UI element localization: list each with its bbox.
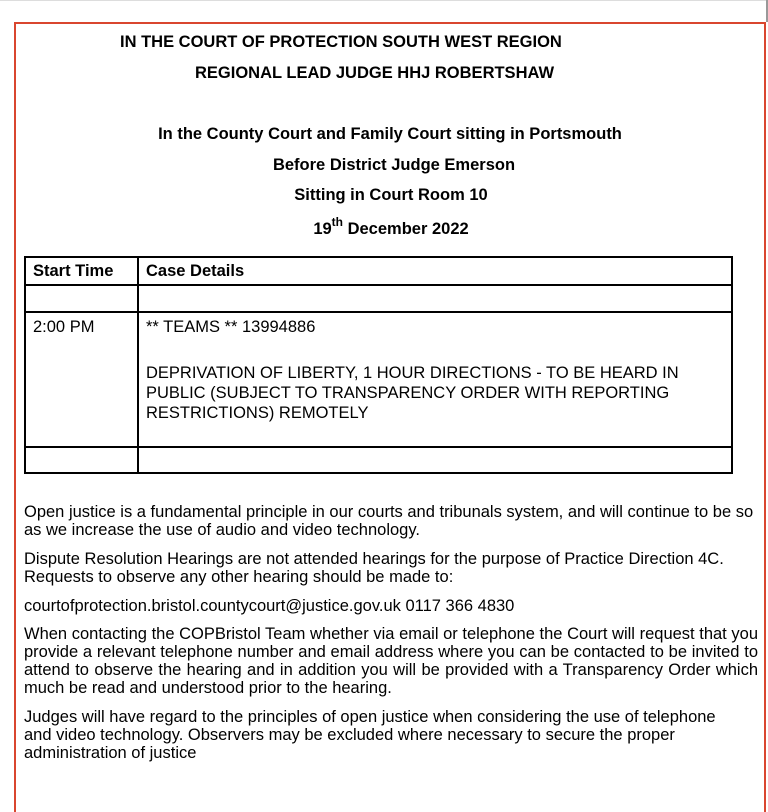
- hearing-list-table: [24, 256, 733, 474]
- row-details: [138, 285, 732, 312]
- court-room: Sitting in Court Room 10: [294, 186, 488, 204]
- hearing-date: [7, 215, 768, 239]
- contact-details: courtofprotection.bristol.countycourt@justice.gov.uk 0117 366 4830: [24, 597, 515, 615]
- case-description: DEPRIVATION OF LIBERTY, 1 HOUR DIRECTIONS - TO BE HEARD IN PUBLIC (SUBJECT TO TRANSPARENCY ORDER WITH REPORTING RESTRICTIONS) REMOTELY: [146, 364, 679, 422]
- row-details: [138, 447, 732, 473]
- table-row: [25, 312, 732, 447]
- dispute-note: Dispute Resolution Hearings are not attended hearings for the purpose of Practice Direction 4C. Requests to observe any other hearing should be made to:: [24, 550, 724, 586]
- header-start-time: Start Time: [25, 257, 138, 285]
- row-time: [25, 447, 138, 473]
- contacting-note: When contacting the COPBristol Team whether via email or telephone the Court will request that you provide a relevant telephone number and email address where you can be contacted to be invited to attend to observe the hearing and in addition you will be provided with a Transparency Order which much be read and understood prior to the hearing.: [24, 625, 758, 697]
- row-time: 2:00 PM: [25, 312, 138, 447]
- table-header-row: [25, 257, 732, 285]
- row-details: [138, 312, 732, 447]
- judges-note: Judges will have regard to the principles of open justice when considering the use of telephone and video technology. Observers may be excluded where necessary to secure the proper administration of justice: [24, 708, 716, 762]
- sitting-location: In the County Court and Family Court sitting in Portsmouth: [158, 125, 622, 143]
- top-divider: [0, 0, 768, 1]
- court-title: IN THE COURT OF PROTECTION SOUTH WEST REGION: [120, 33, 562, 51]
- date-month-year: December 2022: [343, 220, 469, 238]
- case-reference: ** TEAMS ** 13994886: [146, 318, 316, 336]
- header-case-details: Case Details: [138, 257, 732, 285]
- table-row: [25, 447, 732, 473]
- lead-judge: REGIONAL LEAD JUDGE HHJ ROBERTSHAW: [195, 64, 555, 82]
- before-judge: Before District Judge Emerson: [272, 156, 516, 174]
- date-day: 19: [313, 220, 332, 238]
- row-time: [25, 285, 138, 312]
- date-suffix: th: [331, 215, 343, 229]
- open-justice-note: Open justice is a fundamental principle in our courts and tribunals system, and will continue to be so as we increase the use of audio and video technology.: [24, 503, 754, 539]
- table-row: [25, 285, 732, 312]
